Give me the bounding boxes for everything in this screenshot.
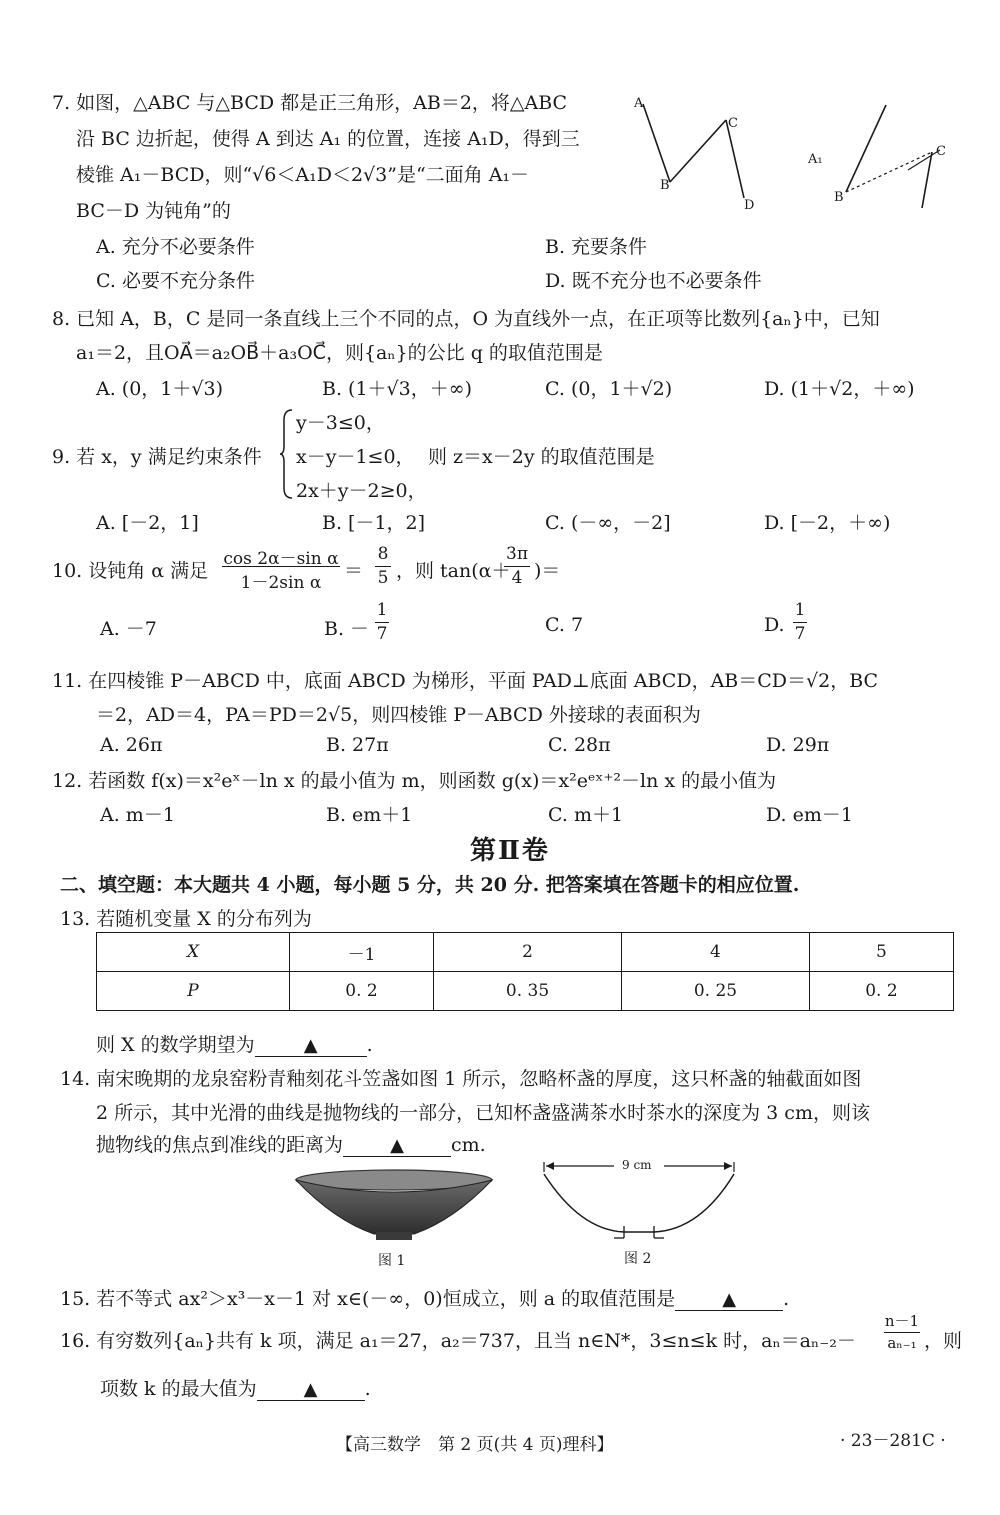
answer-marker: ▲	[303, 1379, 318, 1400]
fig7-label-a: A	[634, 96, 644, 111]
q10-mid: ，则 tan(α＋	[396, 560, 511, 582]
fig7-label-c2: C	[936, 144, 946, 159]
q10-ang-bar	[504, 566, 530, 567]
q10-option-c: C. 7	[545, 614, 584, 636]
answer-blank	[255, 1034, 367, 1057]
q7-line2: 沿 BC 边折起，使得 A 到达 A₁ 的位置，连接 A₁D，得到三	[76, 128, 580, 150]
q9-option-b: B. [－1，2]	[322, 512, 426, 534]
answer-marker: ▲	[303, 1035, 318, 1056]
bowl-photo-figure	[294, 1168, 494, 1248]
q7-line3: 棱锥 A₁－BCD，则“√6＜A₁D＜2√3”是“二面角 A₁－	[76, 164, 530, 186]
q13-line2-text: 则 X 的数学期望为	[96, 1034, 255, 1056]
q11-line2: ＝2，AD＝4，PA＝PD＝2√5，则四棱锥 P－ABCD 外接球的表面积为	[96, 704, 701, 726]
fig7-label-b2: B	[834, 190, 844, 205]
fig7-label-b: B	[660, 178, 670, 193]
table-cell: 5	[809, 933, 953, 972]
q15-line	[60, 1284, 789, 1311]
q10-option-d-prefix: D.	[764, 614, 785, 636]
q12-line1: 12. 若函数 f(x)＝x²eˣ－ln x 的最小值为 m，则函数 g(x)＝x²eᵉˣ⁺²－ln x 的最小值为	[52, 770, 777, 792]
q10-val-num: 8	[377, 544, 389, 564]
q9-option-a: A. [－2，1]	[96, 512, 199, 534]
q16-line2	[100, 1374, 371, 1401]
q9-prefix: 9. 若 x，y 满足约束条件	[52, 446, 262, 468]
table-cell: －1	[290, 933, 434, 972]
q12-option-d: D. em－1	[766, 804, 853, 826]
answer-marker: ▲	[722, 1289, 737, 1310]
q10-option-b-prefix: B. －	[324, 618, 370, 640]
q10-frac-num: cos 2α－sin α	[223, 549, 339, 569]
q12-option-b: B. em＋1	[326, 804, 413, 826]
fig7-label-c: C	[728, 116, 738, 131]
q11-option-c: C. 28π	[548, 734, 611, 756]
q7-line4: BC－D 为钝角”的	[76, 200, 231, 222]
table-cell: 0. 2	[809, 972, 953, 1011]
figure-1-caption: 图 1	[378, 1253, 406, 1269]
page-footer: 【高三数学 第 2 页(共 4 页)理科】	[336, 1435, 614, 1455]
q12-option-a: A. m－1	[100, 804, 175, 826]
figure-2-caption: 图 2	[624, 1251, 652, 1267]
q9-brace	[280, 408, 294, 500]
table-cell: X	[97, 933, 290, 972]
q9-constraint-3: 2x＋y－2≥0，	[296, 480, 427, 502]
q8-option-a: A. (0，1＋√3)	[96, 378, 223, 400]
answer-blank	[343, 1134, 451, 1157]
q16-line2-end: .	[364, 1378, 371, 1400]
table-cell: 0. 25	[621, 972, 809, 1011]
q7-option-c: C. 必要不充分条件	[96, 270, 255, 292]
table-cell: P	[97, 972, 290, 1011]
q9-option-c: C. (－∞，－2]	[545, 512, 671, 534]
fig7-label-a1: A₁	[808, 152, 823, 167]
q14-line3	[96, 1130, 486, 1157]
q8-line1: 8. 已知 A，B，C 是同一条直线上三个不同的点，O 为直线外一点，在正项等比数列{aₙ}中，已知	[52, 308, 880, 330]
q10-ang-num: 3π	[506, 544, 528, 564]
q10-option-d-den: 7	[794, 624, 806, 644]
q8-option-d: D. (1＋√2，＋∞)	[764, 378, 915, 400]
figure-2-dimension: 9 cm	[622, 1158, 652, 1172]
q8-option-c: C. (0，1＋√2)	[545, 378, 673, 400]
exam-code: · 23－281C ·	[840, 1431, 946, 1451]
q10-option-b-num: 1	[376, 600, 388, 620]
q9-option-d: D. [－2，＋∞)	[764, 512, 891, 534]
q16-frac-den: aₙ₋₁	[887, 1334, 917, 1352]
q10-val-bar	[375, 566, 391, 567]
distribution-table	[96, 932, 954, 1011]
q7-option-b: B. 充要条件	[545, 236, 648, 258]
section-2-title: 第Ⅱ卷	[470, 836, 550, 866]
q11-option-b: B. 27π	[326, 734, 389, 756]
q7-line1: 7. 如图，△ABC 与△BCD 都是正三角形，AB＝2，将△ABC	[52, 92, 568, 114]
q11-line1: 11. 在四棱锥 P－ABCD 中，底面 ABCD 为梯形，平面 PAD⊥底面 ABCD，AB＝CD＝√2，BC	[52, 670, 879, 692]
q14-line3-text: 抛物线的焦点到准线的距离为	[96, 1134, 344, 1156]
table-row	[97, 972, 954, 1011]
q15-end: .	[783, 1288, 790, 1310]
q10-end: )＝	[534, 560, 561, 582]
table-cell: 2	[434, 933, 622, 972]
fill-in-header: 二、填空题：本大题共 4 小题，每小题 5 分，共 20 分. 把答案填在答题卡的相应位置.	[60, 874, 800, 896]
q11-option-a: A. 26π	[100, 734, 163, 756]
q16-line1: 16. 有穷数列{aₙ}共有 k 项，满足 a₁＝27，a₂＝737，且当 n∈N*，3≤n≤k 时，aₙ＝aₙ₋₂－	[60, 1330, 856, 1352]
q10-ang-den: 4	[511, 568, 523, 588]
q11-option-d: D. 29π	[766, 734, 830, 756]
q7-figure	[640, 90, 970, 220]
answer-blank	[675, 1288, 783, 1311]
q13-line2	[96, 1030, 373, 1057]
q9-constraint-2: x－y－1≤0，	[296, 446, 415, 468]
q14-line2: 2 所示，其中光滑的曲线是抛物线的一部分，已知杯盏盛满茶水时茶水的深度为 3 cm，则该	[96, 1102, 870, 1124]
q10-frac-bar	[222, 566, 340, 567]
fig7-label-d: D	[744, 198, 755, 213]
q10-frac-den: 1－2sin α	[240, 573, 322, 593]
table-cell: 0. 2	[290, 972, 434, 1011]
answer-blank	[257, 1378, 365, 1401]
q10-option-b-bar	[375, 622, 389, 623]
answer-marker: ▲	[390, 1135, 404, 1156]
q16-post: ，则	[924, 1330, 963, 1352]
q9-suffix: 则 z＝x－2y 的取值范围是	[428, 446, 655, 468]
q14-line1: 14. 南宋晚期的龙泉窑粉青釉刻花斗笠盏如图 1 所示，忽略杯盏的厚度，这只杯盏的轴截面如图	[60, 1068, 862, 1090]
q8-line2: a₁＝2，且OA⃗＝a₂OB⃗＋a₃OC⃗，则{aₙ}的公比 q 的取值范围是	[76, 342, 603, 364]
q10-option-b-den: 7	[376, 624, 388, 644]
q12-option-c: C. m＋1	[548, 804, 624, 826]
q13-line2-end: .	[366, 1034, 373, 1056]
q13-line1: 13. 若随机变量 X 的分布列为	[60, 908, 312, 930]
q10-option-d-num: 1	[794, 600, 806, 620]
q10-val-den: 5	[377, 568, 389, 588]
q15-text: 15. 若不等式 ax²＞x³－x－1 对 x∈(－∞，0)恒成立，则 a 的取值范围是	[60, 1288, 676, 1310]
table-cell: 0. 35	[434, 972, 622, 1011]
table-row	[97, 933, 954, 972]
table-cell: 4	[621, 933, 809, 972]
q16-frac-bar	[884, 1332, 920, 1333]
q16-frac-num: n－1	[884, 1312, 920, 1330]
q10-option-d-bar	[793, 622, 807, 623]
q10-option-a: A. －7	[100, 618, 157, 640]
q9-constraint-1: y－3≤0，	[296, 412, 385, 434]
q14-line3-end: cm.	[451, 1134, 486, 1156]
q7-option-a: A. 充分不必要条件	[96, 236, 255, 258]
q7-option-d: D. 既不充分也不必要条件	[545, 270, 762, 292]
q16-line2-text: 项数 k 的最大值为	[100, 1378, 257, 1400]
q10-eq: ＝	[344, 560, 364, 582]
q8-option-b: B. (1＋√3，＋∞)	[322, 378, 472, 400]
q10-prefix: 10. 设钝角 α 满足	[52, 560, 209, 582]
